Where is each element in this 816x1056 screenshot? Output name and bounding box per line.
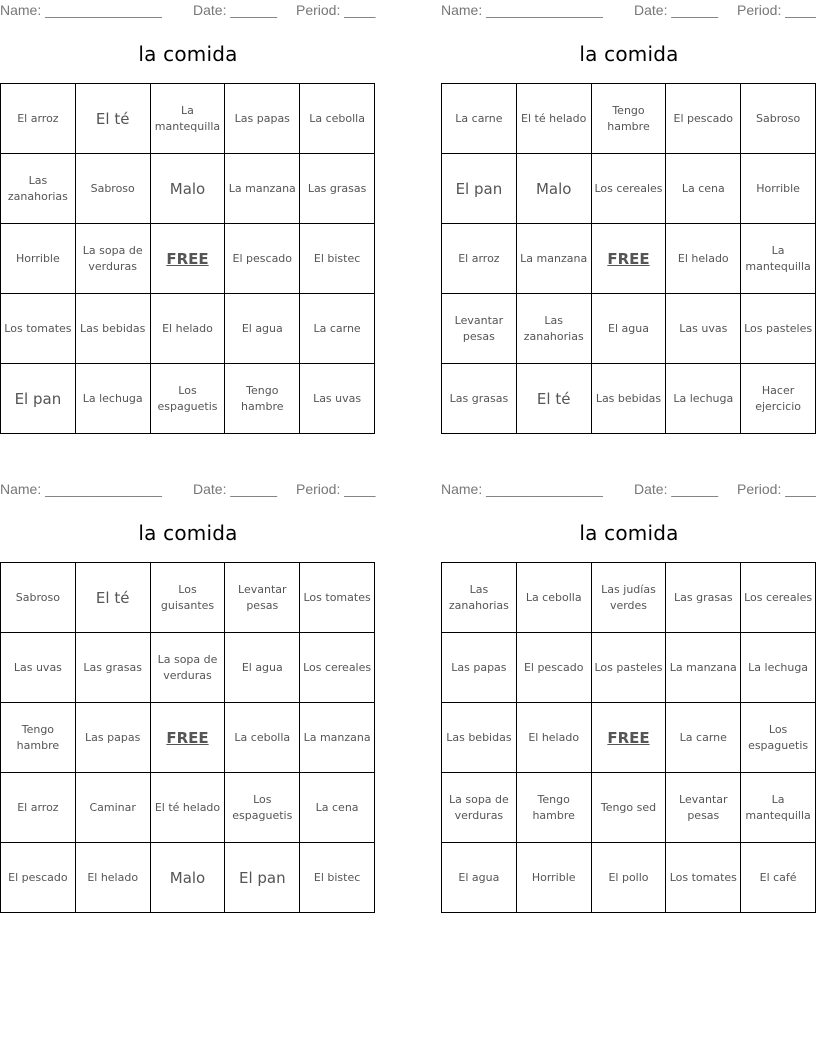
bingo-cell: La manzana <box>666 633 741 703</box>
bingo-cell: Horrible <box>1 224 76 294</box>
bingo-cell: Sabroso <box>741 84 816 154</box>
bingo-grid <box>441 83 816 434</box>
bingo-cell: El arroz <box>1 773 76 843</box>
bingo-card-2 <box>441 0 816 440</box>
bingo-cell: Los cereales <box>300 633 375 703</box>
bingo-cell: El té <box>76 563 151 633</box>
bingo-cell: Los espaguetis <box>225 773 300 843</box>
bingo-cell: La manzana <box>300 703 375 773</box>
bingo-cell: El pescado <box>1 843 76 913</box>
card-title: la comida <box>579 521 679 545</box>
bingo-cell: La manzana <box>517 224 592 294</box>
bingo-cell: El agua <box>592 294 667 364</box>
date-field: Date: ______ <box>193 481 278 497</box>
card-header <box>0 481 376 499</box>
bingo-cell: El pescado <box>517 633 592 703</box>
bingo-cell: Hacer ejercicio <box>741 364 816 434</box>
period-field: Period: ____ <box>296 2 376 18</box>
bingo-cell: Tengo hambre <box>592 84 667 154</box>
period-field: Period: ____ <box>737 481 816 497</box>
bingo-cell: Las bebidas <box>592 364 667 434</box>
bingo-cell: Los espaguetis <box>151 364 226 434</box>
bingo-cell: La lechuga <box>76 364 151 434</box>
bingo-cell: Tengo hambre <box>1 703 76 773</box>
bingo-cell: El arroz <box>442 224 517 294</box>
bingo-cell: Las grasas <box>76 633 151 703</box>
card-header <box>441 481 816 499</box>
bingo-cell: El pan <box>1 364 76 434</box>
bingo-cell: La mantequilla <box>741 224 816 294</box>
bingo-cell: El pollo <box>592 843 667 913</box>
free-space: FREE <box>592 703 667 773</box>
bingo-cell: La cebolla <box>517 563 592 633</box>
bingo-cell: Las uvas <box>300 364 375 434</box>
bingo-cell: El helado <box>151 294 226 364</box>
bingo-cell: Malo <box>151 154 226 224</box>
name-field: Name: _______________ <box>0 481 162 497</box>
bingo-cell: El agua <box>225 294 300 364</box>
bingo-cell: La cebolla <box>225 703 300 773</box>
bingo-cell: Horrible <box>741 154 816 224</box>
bingo-cell: Los guisantes <box>151 563 226 633</box>
bingo-cell: El bistec <box>300 843 375 913</box>
name-field: Name: _______________ <box>441 2 603 18</box>
bingo-cell: Tengo hambre <box>517 773 592 843</box>
bingo-grid <box>0 83 375 434</box>
bingo-card-3 <box>0 479 376 919</box>
bingo-cell: La lechuga <box>741 633 816 703</box>
bingo-cell: La sopa de verduras <box>76 224 151 294</box>
bingo-cell: Los espaguetis <box>741 703 816 773</box>
bingo-cell: La cebolla <box>300 84 375 154</box>
bingo-cell: La cena <box>300 773 375 843</box>
bingo-cell: Las zanahorias <box>442 563 517 633</box>
bingo-cell: La carne <box>442 84 517 154</box>
bingo-card-1 <box>0 0 376 440</box>
bingo-cell: El té helado <box>517 84 592 154</box>
bingo-cell: Levantar pesas <box>442 294 517 364</box>
bingo-cell: La manzana <box>225 154 300 224</box>
card-header <box>441 2 816 20</box>
bingo-cell: El té <box>517 364 592 434</box>
bingo-cell: Horrible <box>517 843 592 913</box>
bingo-cell: Las grasas <box>666 563 741 633</box>
bingo-cell: Las grasas <box>442 364 517 434</box>
bingo-cell: La mantequilla <box>741 773 816 843</box>
bingo-cell: La lechuga <box>666 364 741 434</box>
bingo-cell: Las bebidas <box>76 294 151 364</box>
bingo-cell: El agua <box>442 843 517 913</box>
free-space: FREE <box>151 703 226 773</box>
period-field: Period: ____ <box>737 2 816 18</box>
bingo-cell: Levantar pesas <box>225 563 300 633</box>
bingo-cell: Caminar <box>76 773 151 843</box>
bingo-cell: El pan <box>225 843 300 913</box>
bingo-cell: Sabroso <box>76 154 151 224</box>
date-field: Date: ______ <box>634 481 719 497</box>
bingo-cell: Los tomates <box>300 563 375 633</box>
bingo-cell: La carne <box>666 703 741 773</box>
bingo-cell: Los pasteles <box>741 294 816 364</box>
card-title: la comida <box>579 42 679 66</box>
bingo-cell: Malo <box>517 154 592 224</box>
bingo-cell: La sopa de verduras <box>151 633 226 703</box>
bingo-cell: El pan <box>442 154 517 224</box>
bingo-cell: Las zanahorias <box>517 294 592 364</box>
bingo-cell: Tengo hambre <box>225 364 300 434</box>
bingo-cell: El bistec <box>300 224 375 294</box>
bingo-cell: El helado <box>517 703 592 773</box>
bingo-cell: El pescado <box>666 84 741 154</box>
bingo-cell: La sopa de verduras <box>442 773 517 843</box>
bingo-cell: El café <box>741 843 816 913</box>
bingo-cell: Levantar pesas <box>666 773 741 843</box>
bingo-cell: Las zanahorias <box>1 154 76 224</box>
bingo-cell: Tengo sed <box>592 773 667 843</box>
bingo-cell: La cena <box>666 154 741 224</box>
bingo-cell: El helado <box>666 224 741 294</box>
bingo-grid <box>441 562 816 913</box>
bingo-cell: Las papas <box>225 84 300 154</box>
free-space: FREE <box>151 224 226 294</box>
card-header <box>0 2 376 20</box>
bingo-cell: El helado <box>76 843 151 913</box>
bingo-cell: Las grasas <box>300 154 375 224</box>
bingo-cell: Las uvas <box>666 294 741 364</box>
bingo-cell: Los pasteles <box>592 633 667 703</box>
bingo-cell: Las judías verdes <box>592 563 667 633</box>
bingo-cell: Las papas <box>442 633 517 703</box>
bingo-cell: Malo <box>151 843 226 913</box>
bingo-cell: El té <box>76 84 151 154</box>
name-field: Name: _______________ <box>0 2 162 18</box>
bingo-cell: Los tomates <box>1 294 76 364</box>
bingo-cell: El arroz <box>1 84 76 154</box>
bingo-cell: Las bebidas <box>442 703 517 773</box>
period-field: Period: ____ <box>296 481 376 497</box>
free-space: FREE <box>592 224 667 294</box>
bingo-cell: La carne <box>300 294 375 364</box>
bingo-cell: Los cereales <box>741 563 816 633</box>
bingo-cell: El té helado <box>151 773 226 843</box>
bingo-cell: La mantequilla <box>151 84 226 154</box>
bingo-card-4 <box>441 479 816 919</box>
bingo-cell: El agua <box>225 633 300 703</box>
bingo-cell: El pescado <box>225 224 300 294</box>
name-field: Name: _______________ <box>441 481 603 497</box>
date-field: Date: ______ <box>634 2 719 18</box>
bingo-grid <box>0 562 375 913</box>
bingo-cell: Las uvas <box>1 633 76 703</box>
card-title: la comida <box>138 521 238 545</box>
bingo-cell: Los tomates <box>666 843 741 913</box>
date-field: Date: ______ <box>193 2 278 18</box>
bingo-cell: Sabroso <box>1 563 76 633</box>
card-title: la comida <box>138 42 238 66</box>
bingo-cell: Las papas <box>76 703 151 773</box>
bingo-cell: Los cereales <box>592 154 667 224</box>
